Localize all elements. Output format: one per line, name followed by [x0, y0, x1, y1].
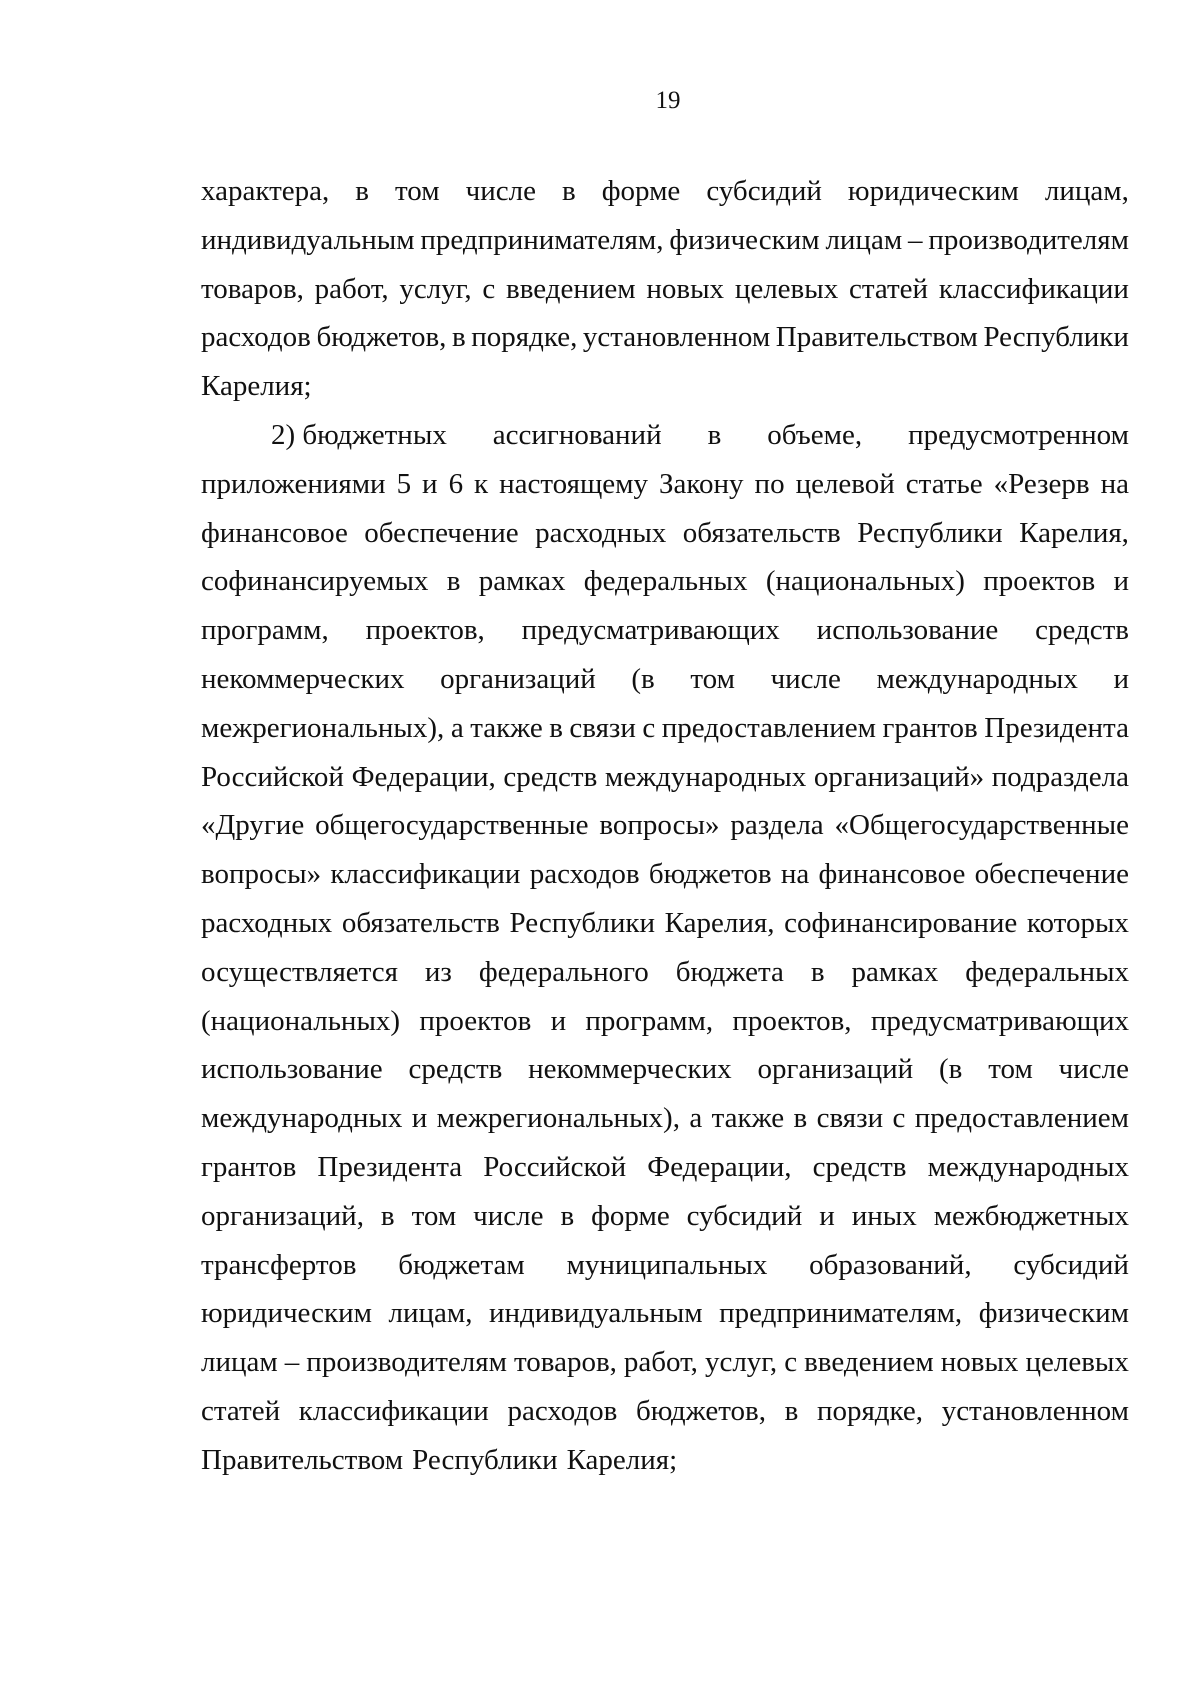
text-line	[201, 899, 1129, 948]
word: в	[560, 1199, 575, 1232]
word: Республики	[509, 906, 655, 939]
word: расходов	[507, 1394, 618, 1427]
word: муниципальных	[566, 1248, 768, 1281]
word: Правительством	[201, 1443, 404, 1476]
word: работ,	[314, 272, 389, 305]
word: Республики	[983, 321, 1129, 354]
text-line	[201, 265, 1129, 314]
word: (в	[631, 662, 655, 695]
word: «Резерв	[993, 467, 1090, 500]
word: юридическим	[201, 1297, 372, 1330]
word: Федерации,	[351, 760, 496, 793]
word: международных	[927, 1150, 1129, 1183]
word: проектов	[983, 565, 1096, 598]
word: образований,	[809, 1248, 972, 1281]
word: (национальных)	[201, 1004, 401, 1037]
word: 6	[448, 467, 464, 500]
word: Карелия,	[664, 906, 775, 939]
word: рамках	[851, 955, 939, 988]
word: использование	[816, 614, 999, 647]
word: «Другие	[201, 809, 305, 842]
word: международных	[201, 1102, 403, 1135]
word: в	[707, 418, 722, 451]
word: –	[908, 223, 923, 256]
word: организаций»	[813, 760, 985, 793]
word: организаций	[440, 662, 596, 695]
word: финансовое	[818, 858, 966, 891]
word: раздела	[730, 809, 824, 842]
word: 5	[396, 467, 412, 500]
word: осуществляется	[201, 955, 398, 988]
word: субсидий	[686, 1199, 803, 1232]
word: некоммерческих	[528, 1053, 732, 1086]
word: услуг,	[399, 272, 472, 305]
text-line	[201, 460, 1129, 509]
word: расходов	[529, 858, 640, 891]
word: введением	[804, 1346, 934, 1379]
word: целевых	[734, 272, 839, 305]
word: предпринимателям,	[420, 223, 664, 256]
word: организаций	[757, 1053, 914, 1086]
word: трансфертов	[201, 1248, 357, 1281]
word: проектов	[419, 1004, 532, 1037]
word: работ,	[623, 1346, 698, 1379]
word: из	[424, 955, 452, 988]
word: международных	[876, 662, 1078, 695]
word: предусмотренном	[908, 418, 1129, 451]
word: а	[689, 1102, 703, 1135]
page-number: 19	[655, 87, 681, 114]
word: производителям	[928, 223, 1129, 256]
word: Закону	[659, 467, 744, 500]
word: классификации	[938, 272, 1129, 305]
text-line	[201, 850, 1129, 899]
word: Карелия,	[1019, 516, 1129, 549]
word: предпринимателям,	[719, 1297, 963, 1330]
text-line	[201, 1045, 1129, 1094]
word: программ,	[201, 614, 329, 647]
word: обеспечение	[974, 858, 1129, 891]
text-line	[201, 1338, 1129, 1387]
text-line	[201, 948, 1129, 997]
word: обеспечение	[364, 516, 519, 549]
text-line	[201, 509, 1129, 558]
word: к	[474, 467, 489, 500]
word: лицам,	[1044, 175, 1129, 207]
word: Президента	[317, 1150, 463, 1183]
word: по	[754, 467, 785, 500]
word: приложениями	[201, 467, 386, 500]
word: в	[355, 175, 369, 207]
text-line	[201, 606, 1129, 655]
word: бюджетам	[398, 1248, 525, 1281]
text-line	[201, 704, 1129, 753]
word: с	[642, 711, 656, 744]
text-line	[201, 1289, 1129, 1338]
word: бюджетов,	[635, 1394, 766, 1427]
word: софинансирование	[784, 906, 1018, 939]
word: и	[550, 1004, 567, 1037]
word: целевых	[1025, 1346, 1129, 1379]
word: лицам	[825, 223, 903, 256]
word: на	[1100, 467, 1129, 500]
word: предоставлением	[661, 711, 876, 744]
word: услуг,	[704, 1346, 778, 1379]
word: Российской	[483, 1150, 627, 1183]
word: в	[446, 565, 461, 598]
word: установленном	[941, 1394, 1129, 1427]
word: проектов,	[732, 1004, 852, 1037]
word: форме	[601, 175, 681, 207]
word: финансовое	[201, 516, 348, 549]
word: статье	[905, 467, 983, 500]
word: обязательств	[682, 516, 841, 549]
word: Карелия;	[201, 370, 312, 403]
word: вопросы»	[599, 809, 720, 842]
word: физическим	[669, 223, 820, 256]
word: федеральных	[965, 955, 1129, 988]
word: «Общегосударственные	[834, 809, 1129, 842]
text-line	[201, 655, 1129, 704]
word: средств	[408, 1053, 503, 1086]
word: –	[284, 1346, 300, 1379]
word: организаций,	[201, 1199, 364, 1232]
word: предусматривающих	[521, 614, 780, 647]
word: объеме,	[767, 418, 863, 451]
word: в	[549, 711, 563, 744]
text-line	[201, 997, 1129, 1046]
text-line	[201, 801, 1129, 850]
word: и	[411, 1102, 428, 1135]
text-line	[201, 216, 1129, 265]
word: ассигнований	[492, 418, 662, 451]
word: индивидуальным	[201, 223, 415, 256]
word: в	[451, 321, 466, 354]
word: новых	[646, 272, 725, 305]
word: подраздела	[991, 760, 1129, 793]
text-line	[201, 1387, 1129, 1436]
word: статей	[848, 272, 929, 305]
word: классификации	[330, 858, 521, 891]
word: юридическим	[847, 175, 1019, 207]
word: бюджетов,	[316, 321, 447, 354]
word: порядке,	[471, 321, 578, 354]
word: связи	[816, 1102, 884, 1135]
word: софинансируемых	[201, 565, 429, 598]
word: рамках	[478, 565, 566, 598]
word: межбюджетных	[933, 1199, 1129, 1232]
word: обязательств	[341, 906, 500, 939]
word: новых	[940, 1346, 1019, 1379]
word: (национальных)	[765, 565, 965, 598]
word: расходных	[535, 516, 667, 549]
word: предоставлением	[914, 1102, 1129, 1135]
word: том	[411, 1199, 457, 1232]
text-line	[201, 1094, 1129, 1143]
text-line	[201, 1192, 1129, 1241]
word: 2) бюджетных	[271, 418, 447, 451]
word: расходов	[201, 321, 311, 354]
word: и	[819, 1199, 835, 1232]
word: средств	[503, 760, 598, 793]
word: лицам,	[388, 1297, 473, 1330]
word: средств	[812, 1150, 907, 1183]
word: с	[784, 1346, 798, 1379]
word: расходных	[201, 906, 333, 939]
word: Президента	[984, 711, 1129, 744]
word: иных	[851, 1199, 917, 1232]
word: федеральных	[583, 565, 748, 598]
word: Карелия;	[566, 1443, 678, 1476]
word: Республики	[857, 516, 1003, 549]
word: товаров,	[201, 272, 304, 305]
word: классификации	[298, 1394, 489, 1427]
word: Федерации,	[647, 1150, 792, 1183]
text-line	[201, 313, 1129, 362]
word: в	[810, 955, 825, 988]
word: в	[561, 175, 576, 207]
word: числе	[473, 1199, 544, 1232]
word: характера,	[201, 175, 330, 207]
word: том	[395, 175, 440, 207]
word: Республики	[412, 1443, 558, 1476]
word: федерального	[478, 955, 649, 988]
word: использование	[201, 1053, 383, 1086]
word: числе	[465, 175, 536, 207]
word: и	[1113, 662, 1129, 695]
word: Правительством	[775, 321, 978, 354]
word: грантов	[882, 711, 978, 744]
word: средств	[1035, 614, 1129, 647]
word: международных	[604, 760, 807, 793]
word: настоящему	[499, 467, 649, 500]
word: проектов,	[365, 614, 485, 647]
word: индивидуальным	[489, 1297, 703, 1330]
body-text	[201, 167, 1129, 1485]
text-line	[201, 411, 1129, 460]
word: производителям	[306, 1346, 507, 1379]
word: которых	[1026, 906, 1129, 939]
word: лицам	[201, 1346, 278, 1379]
word: числе	[770, 662, 841, 695]
word: (в	[939, 1053, 963, 1086]
word: и	[422, 467, 438, 500]
word: том	[988, 1053, 1033, 1086]
word: введением	[506, 272, 636, 305]
word: форме	[591, 1199, 670, 1232]
word: в	[380, 1199, 395, 1232]
text-line	[201, 1436, 1129, 1485]
word: связи	[569, 711, 636, 744]
word: статей	[201, 1394, 281, 1427]
word: субсидий	[706, 175, 822, 207]
word: межрегиональных),	[436, 1102, 680, 1135]
text-line	[201, 557, 1129, 606]
word: с	[482, 272, 496, 305]
word: а	[450, 711, 464, 744]
word: в	[793, 1102, 808, 1135]
word: числе	[1058, 1053, 1129, 1086]
word: субсидий	[1013, 1248, 1129, 1281]
word: Российской	[201, 760, 344, 793]
word: товаров,	[513, 1346, 617, 1379]
word: том	[690, 662, 735, 695]
word: также	[470, 711, 543, 744]
text-line	[201, 1241, 1129, 1290]
word: межрегиональных),	[201, 711, 445, 744]
word: целевой	[795, 467, 895, 500]
word: программ,	[585, 1004, 714, 1037]
word: с	[892, 1102, 906, 1135]
text-line	[201, 753, 1129, 802]
word: установленном	[582, 321, 771, 354]
text-line	[201, 167, 1129, 216]
word: бюджета	[675, 955, 784, 988]
word: общегосударственные	[315, 809, 589, 842]
word: также	[711, 1102, 785, 1135]
word: предусматривающих	[870, 1004, 1129, 1037]
word: вопросы»	[201, 858, 322, 891]
word: физическим	[978, 1297, 1129, 1330]
word: бюджетов	[648, 858, 772, 891]
text-line	[201, 1143, 1129, 1192]
word: некоммерческих	[201, 662, 405, 695]
word: и	[1113, 565, 1129, 598]
word: грантов	[201, 1150, 297, 1183]
word: на	[780, 858, 810, 891]
word: порядке,	[816, 1394, 924, 1427]
word: в	[784, 1394, 799, 1427]
text-line	[201, 362, 1129, 411]
